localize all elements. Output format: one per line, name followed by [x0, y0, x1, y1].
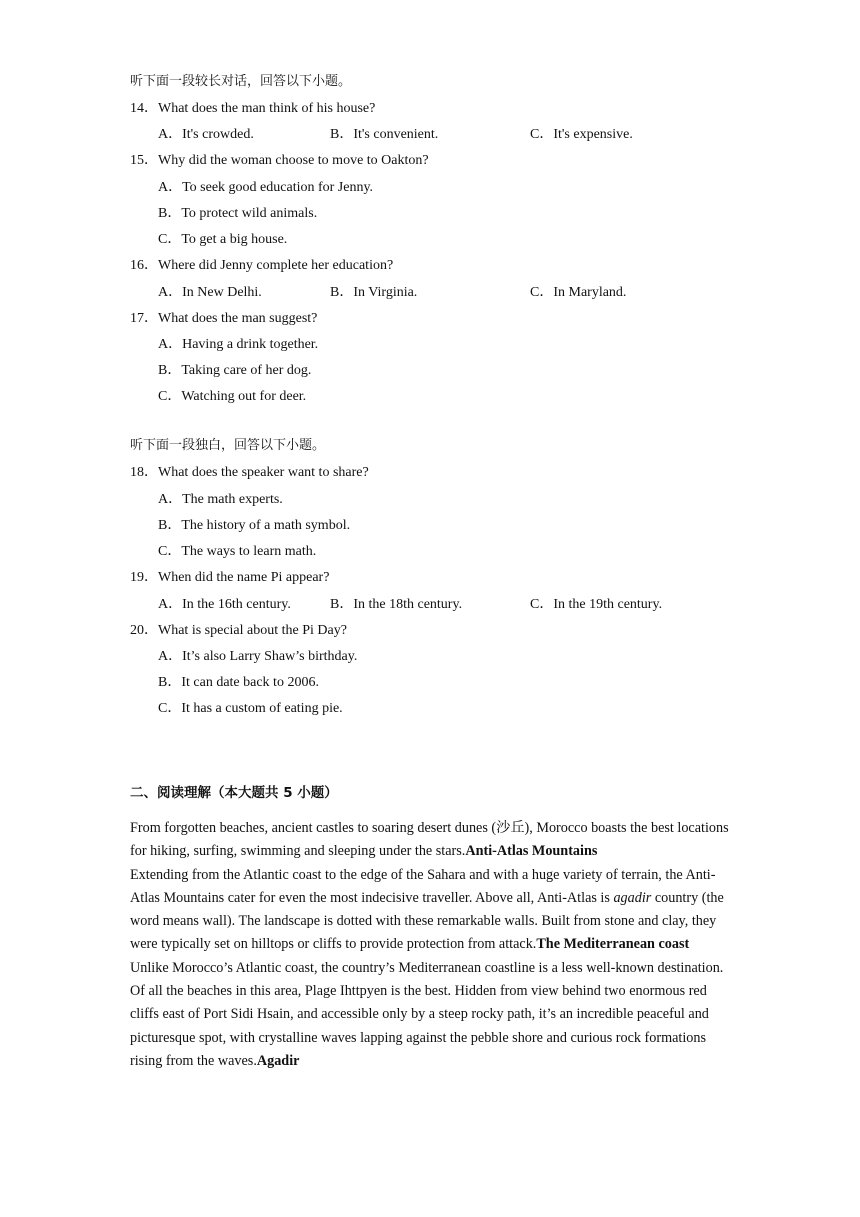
- option-20-c: C．It has a custom of eating pie.: [158, 701, 343, 716]
- option-16-c: C．In Maryland.: [530, 285, 627, 300]
- option-17-a: A．Having a drink together.: [158, 337, 319, 352]
- options-14: [158, 126, 758, 144]
- reading-passage: [130, 817, 730, 1073]
- option-15-b: B．To protect wild animals.: [158, 206, 318, 221]
- option-18-b: B．The history of a math symbol.: [158, 518, 351, 533]
- passage-intro: From forgotten beaches, ancient castles to soaring desert dunes (沙丘), Morocco boasts the best locations for hiking, surfing, swimming and sleeping under the stars.: [130, 820, 729, 860]
- question-18: 18．What does the speaker want to share?: [130, 465, 369, 480]
- listening-intro-monologue: 听下面一段独白，回答以下小题。: [130, 438, 326, 453]
- question-14: 14．What does the man think of his house?: [130, 101, 376, 116]
- term-agadir: agadir: [613, 889, 652, 906]
- passage-mediterranean: Unlike Morocco’s Atlantic coast, the country’s Mediterranean coastline is a less well-known destination. Of all the beaches in this area, Plage Ihttpyen is the best. Hidden from view behind two enormous red cliffs east of Port Sidi Hsain, and accessible only by a steep rocky path, it’s an incredible peaceful and picturesque spot, with crystalline waves lapping against the pebble shore and curious rock formations rising from the waves.: [130, 959, 724, 1069]
- option-17-b: B．Taking care of her dog.: [158, 363, 312, 378]
- option-14-c: C．It's expensive.: [530, 127, 633, 142]
- option-16-b: B．In Virginia.: [330, 285, 418, 300]
- option-17-c: C．Watching out for deer.: [158, 389, 307, 404]
- option-20-a: A．It’s also Larry Shaw’s birthday.: [158, 649, 358, 664]
- option-19-a: A．In the 16th century.: [158, 597, 291, 612]
- reading-section-title: 二、阅读理解（本大题共 5 小题）: [130, 785, 338, 801]
- options-16: [158, 284, 758, 302]
- question-16: 16．Where did Jenny complete her education?: [130, 258, 394, 273]
- question-19: 19．When did the name Pi appear?: [130, 570, 330, 585]
- option-15-a: A．To seek good education for Jenny.: [158, 180, 374, 195]
- option-15-c: C．To get a big house.: [158, 232, 288, 247]
- question-15: 15．Why did the woman choose to move to Oakton?: [130, 153, 429, 168]
- question-20: 20．What is special about the Pi Day?: [130, 623, 347, 638]
- option-19-c: C．In the 19th century.: [530, 597, 663, 612]
- options-19: [158, 596, 758, 614]
- heading-agadir: Agadir: [256, 1052, 300, 1069]
- option-14-b: B．It's convenient.: [330, 127, 439, 142]
- option-19-b: B．In the 18th century.: [330, 597, 463, 612]
- heading-anti-atlas: Anti-Atlas Mountains: [465, 843, 598, 860]
- option-14-a: A．It's crowded.: [158, 127, 254, 142]
- option-18-a: A．The math experts.: [158, 492, 283, 507]
- passage-anti-atlas-1: Extending from the Atlantic coast to the edge of the Sahara and with a huge variety of terrain, the Anti-Atlas Mountains cater for even the most indecisive traveller. Above all, Anti-Atlas is: [130, 866, 716, 906]
- question-17: 17．What does the man suggest?: [130, 311, 318, 326]
- listening-intro-dialogue: 听下面一段较长对话，回答以下小题。: [130, 74, 352, 89]
- option-18-c: C．The ways to learn math.: [158, 544, 317, 559]
- option-16-a: A．In New Delhi.: [158, 285, 262, 300]
- passage-anti-atlas-2: country (the word means wall). The landscape is dotted with these remarkable walls. Built from stone and clay, they were typically set on hilltops or cliffs to provide protection from attack.: [130, 889, 724, 953]
- option-20-b: B．It can date back to 2006.: [158, 675, 319, 690]
- heading-mediterranean: The Mediterranean coast: [536, 936, 690, 953]
